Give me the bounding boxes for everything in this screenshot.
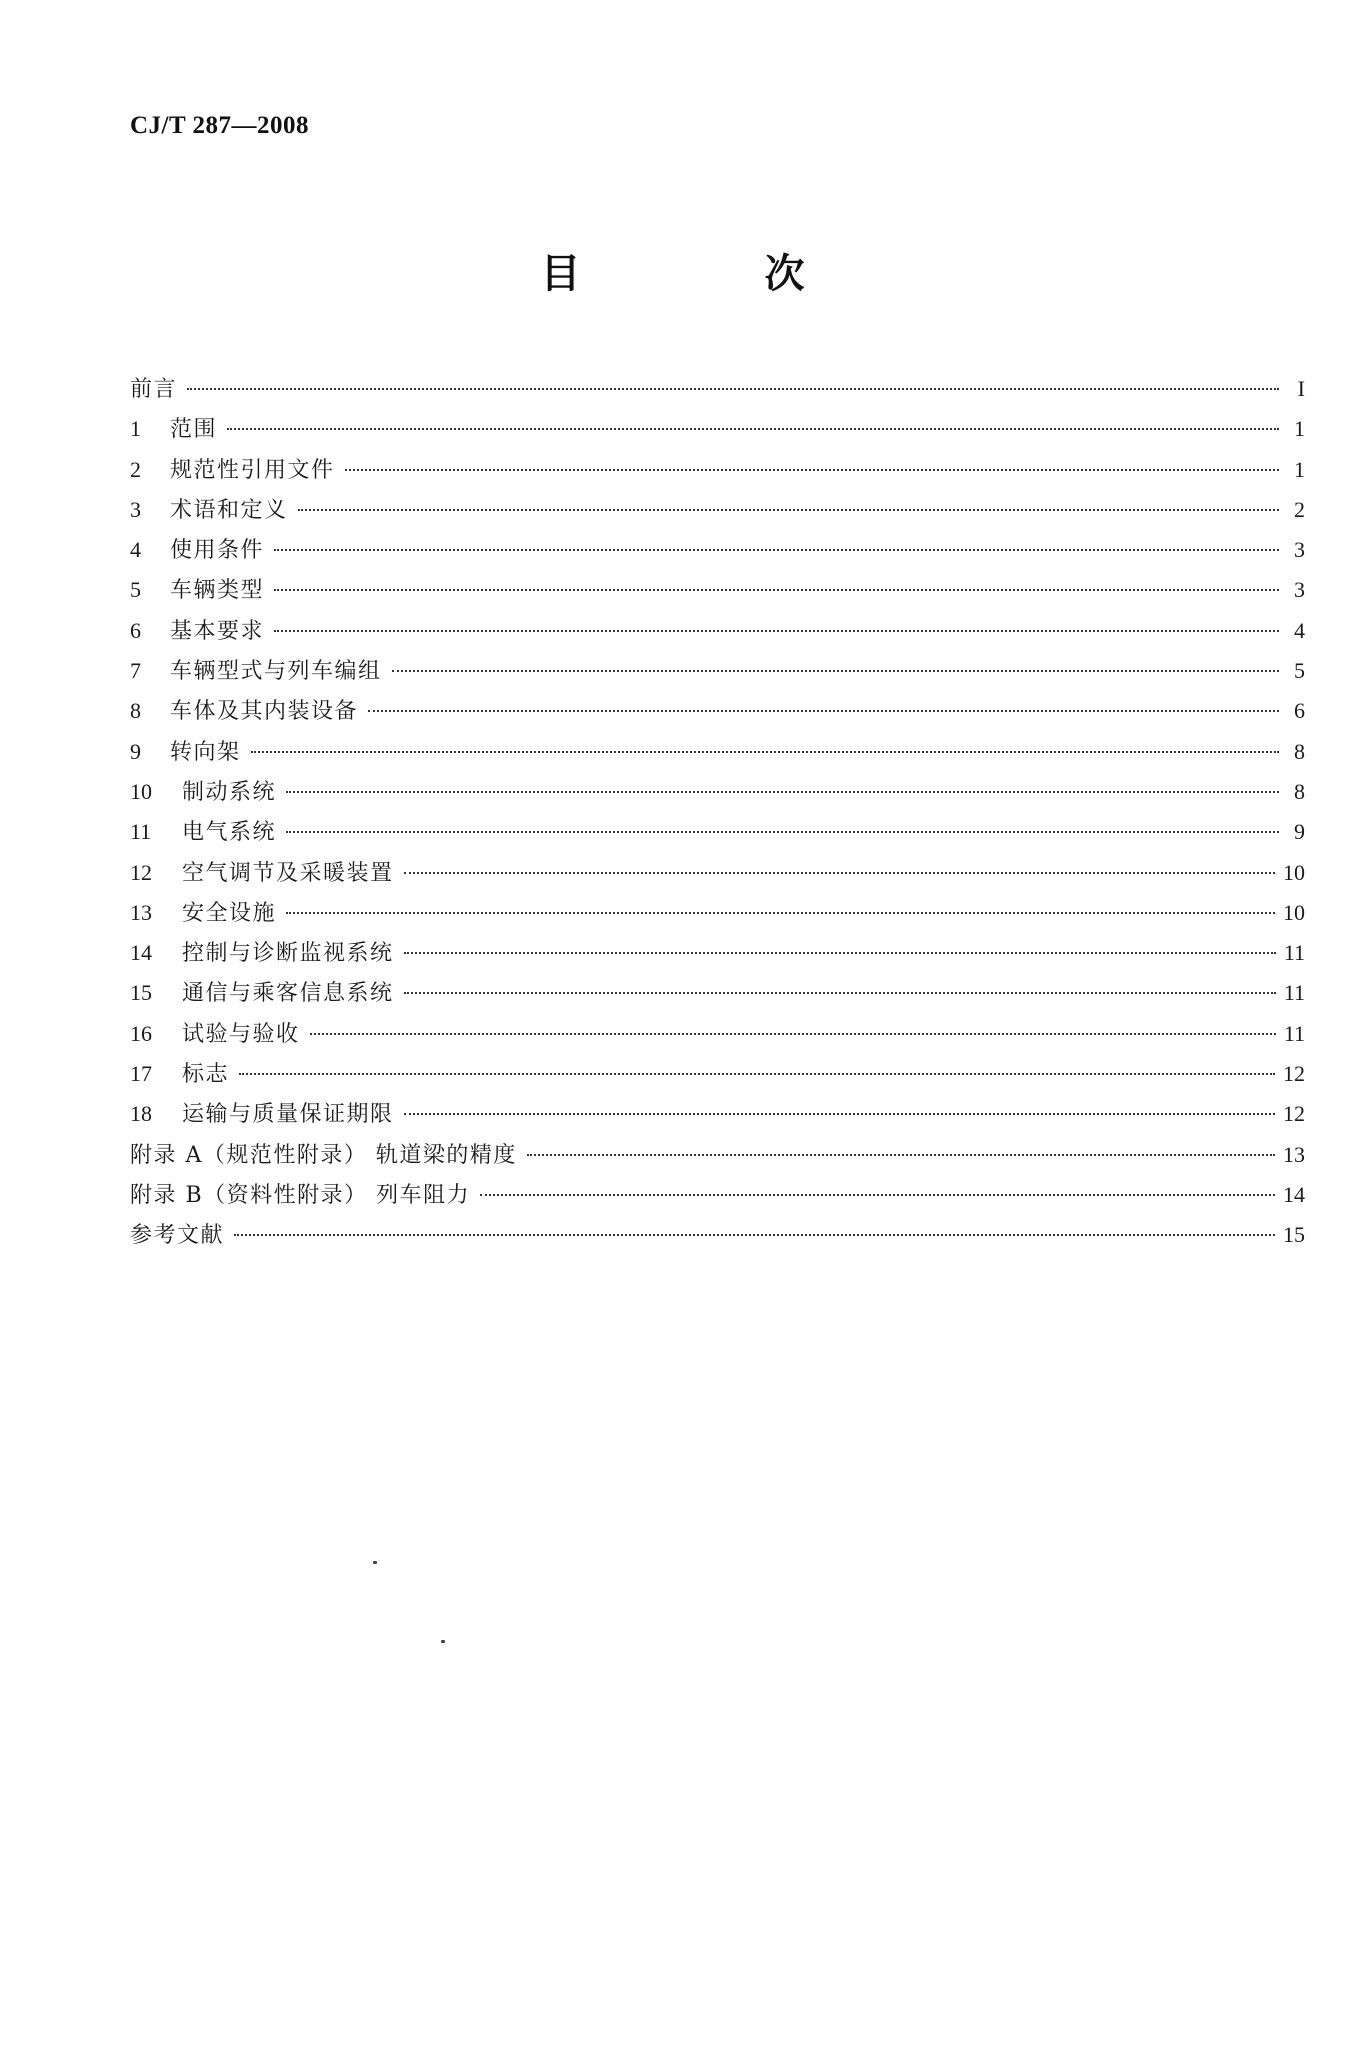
toc-entry[interactable] xyxy=(130,1017,1305,1057)
toc-entry-page: 4 xyxy=(1294,617,1305,643)
toc-entry-number: 16 xyxy=(130,1020,152,1046)
dot-leader xyxy=(404,1113,1275,1115)
toc-entry-page: 12 xyxy=(1283,1061,1305,1087)
toc-entry-page: 1 xyxy=(1294,416,1305,442)
toc-entry-label: 规范性引用文件 xyxy=(170,457,335,483)
toc-entry[interactable] xyxy=(130,694,1305,734)
table-of-contents xyxy=(130,372,1305,1259)
toc-entry-label: 运输与质量保证期限 xyxy=(182,1102,394,1128)
toc-entry-label: 标志 xyxy=(182,1062,230,1088)
dot-leader xyxy=(286,831,1279,833)
toc-entry-page: 10 xyxy=(1283,859,1305,885)
toc-entry[interactable] xyxy=(130,976,1305,1016)
toc-entry-label: 转向架 xyxy=(170,739,241,765)
toc-entry-label: 术语和定义 xyxy=(170,497,288,523)
toc-entry-page: I xyxy=(1297,376,1305,401)
toc-entry-page: 13 xyxy=(1283,1141,1305,1167)
dot-leader xyxy=(286,791,1279,793)
toc-entry-number: 13 xyxy=(130,899,152,925)
dot-leader xyxy=(298,509,1279,511)
toc-entry-number: 12 xyxy=(130,859,152,885)
toc-entry[interactable] xyxy=(130,412,1305,452)
toc-entry-number: 5 xyxy=(130,577,141,603)
toc-entry[interactable] xyxy=(130,573,1305,613)
dot-leader xyxy=(527,1154,1275,1156)
toc-entry-label: 通信与乘客信息系统 xyxy=(182,981,394,1007)
toc-entry[interactable] xyxy=(130,936,1305,976)
toc-entry-page: 12 xyxy=(1283,1101,1305,1127)
toc-entry-number: 10 xyxy=(130,778,152,804)
toc-entry-label: 车体及其内装设备 xyxy=(170,699,359,725)
toc-entry[interactable] xyxy=(130,815,1305,855)
toc-entry-label: 参考文献 xyxy=(130,1223,225,1249)
toc-entry[interactable] xyxy=(130,1057,1305,1097)
dot-leader xyxy=(286,912,1275,914)
toc-entry[interactable] xyxy=(130,775,1305,815)
toc-entry-page: 11 xyxy=(1283,1020,1305,1046)
dot-leader xyxy=(274,589,1279,591)
toc-entry-label: 安全设施 xyxy=(182,900,277,926)
toc-entry[interactable] xyxy=(130,1178,1305,1218)
toc-entry-label: 车辆类型 xyxy=(170,578,265,604)
toc-entry-number: 15 xyxy=(130,980,152,1006)
dot-leader xyxy=(404,872,1275,874)
dot-leader xyxy=(274,549,1279,551)
scan-speck xyxy=(441,1640,445,1643)
toc-entry-page: 2 xyxy=(1294,496,1305,522)
toc-entry-number: 11 xyxy=(130,819,152,845)
toc-entry-page: 10 xyxy=(1283,899,1305,925)
toc-entry-number: 3 xyxy=(130,496,141,522)
dot-leader xyxy=(404,952,1276,954)
toc-entry[interactable] xyxy=(130,1218,1305,1258)
toc-entry-label: 电气系统 xyxy=(182,820,277,846)
toc-entry-number: 17 xyxy=(130,1061,152,1087)
scan-speck xyxy=(373,1561,377,1564)
toc-entry-label: 车辆型式与列车编组 xyxy=(170,659,382,685)
toc-entry-label: 附录 B（资料性附录） 列车阻力 xyxy=(130,1182,471,1208)
toc-entry[interactable] xyxy=(130,453,1305,493)
toc-entry-page: 9 xyxy=(1294,819,1305,845)
dot-leader xyxy=(227,428,1279,430)
dot-leader xyxy=(368,710,1279,712)
toc-entry-label: 基本要求 xyxy=(170,618,265,644)
toc-entry-number: 9 xyxy=(130,738,141,764)
toc-entry-label: 前言 xyxy=(130,377,178,402)
toc-entry-page: 14 xyxy=(1283,1181,1305,1207)
dot-leader xyxy=(239,1073,1275,1075)
toc-entry[interactable] xyxy=(130,654,1305,694)
toc-entry[interactable] xyxy=(130,614,1305,654)
toc-entry-number: 6 xyxy=(130,617,141,643)
toc-entry[interactable] xyxy=(130,735,1305,775)
toc-entry-number: 18 xyxy=(130,1101,152,1127)
toc-entry-number: 1 xyxy=(130,416,141,442)
dot-leader xyxy=(251,751,1279,753)
dot-leader xyxy=(345,469,1279,471)
toc-entry[interactable] xyxy=(130,533,1305,573)
toc-entry[interactable] xyxy=(130,1138,1305,1178)
toc-entry[interactable] xyxy=(130,1097,1305,1137)
dot-leader xyxy=(274,630,1279,632)
toc-entry-label: 试验与验收 xyxy=(182,1021,300,1047)
dot-leader xyxy=(480,1194,1275,1196)
toc-entry-label: 控制与诊断监视系统 xyxy=(182,941,394,967)
toc-entry-number: 8 xyxy=(130,698,141,724)
toc-entry-number: 14 xyxy=(130,940,152,966)
toc-entry-label: 制动系统 xyxy=(182,779,277,805)
toc-entry-number: 4 xyxy=(130,537,141,563)
toc-entry-label: 附录 A（规范性附录） 轨道梁的精度 xyxy=(130,1142,517,1168)
toc-entry[interactable] xyxy=(130,896,1305,936)
toc-entry-page: 11 xyxy=(1283,980,1305,1006)
toc-entry-page: 5 xyxy=(1294,658,1305,684)
toc-entry-number: 2 xyxy=(130,456,141,482)
dot-leader xyxy=(392,670,1279,672)
dot-leader xyxy=(310,1033,1276,1035)
toc-entry-page: 8 xyxy=(1294,738,1305,764)
toc-entry-page: 1 xyxy=(1294,456,1305,482)
toc-entry-page: 3 xyxy=(1294,577,1305,603)
toc-entry-label: 使用条件 xyxy=(170,538,265,564)
page-title: 目 次 xyxy=(540,250,890,297)
toc-entry-label: 范围 xyxy=(170,417,218,443)
toc-entry-page: 15 xyxy=(1283,1222,1305,1248)
standard-code: CJ/T 287—2008 xyxy=(130,112,309,139)
toc-entry[interactable] xyxy=(130,493,1305,533)
toc-entry[interactable] xyxy=(130,372,1305,412)
toc-entry-number: 7 xyxy=(130,658,141,684)
toc-entry[interactable] xyxy=(130,856,1305,896)
toc-entry-page: 11 xyxy=(1283,940,1305,966)
dot-leader xyxy=(404,992,1276,994)
toc-entry-page: 6 xyxy=(1294,698,1305,724)
toc-entry-page: 3 xyxy=(1294,537,1305,563)
dot-leader xyxy=(234,1234,1275,1236)
toc-entry-page: 8 xyxy=(1294,778,1305,804)
dot-leader xyxy=(187,388,1279,390)
toc-entry-label: 空气调节及采暖装置 xyxy=(182,860,394,886)
